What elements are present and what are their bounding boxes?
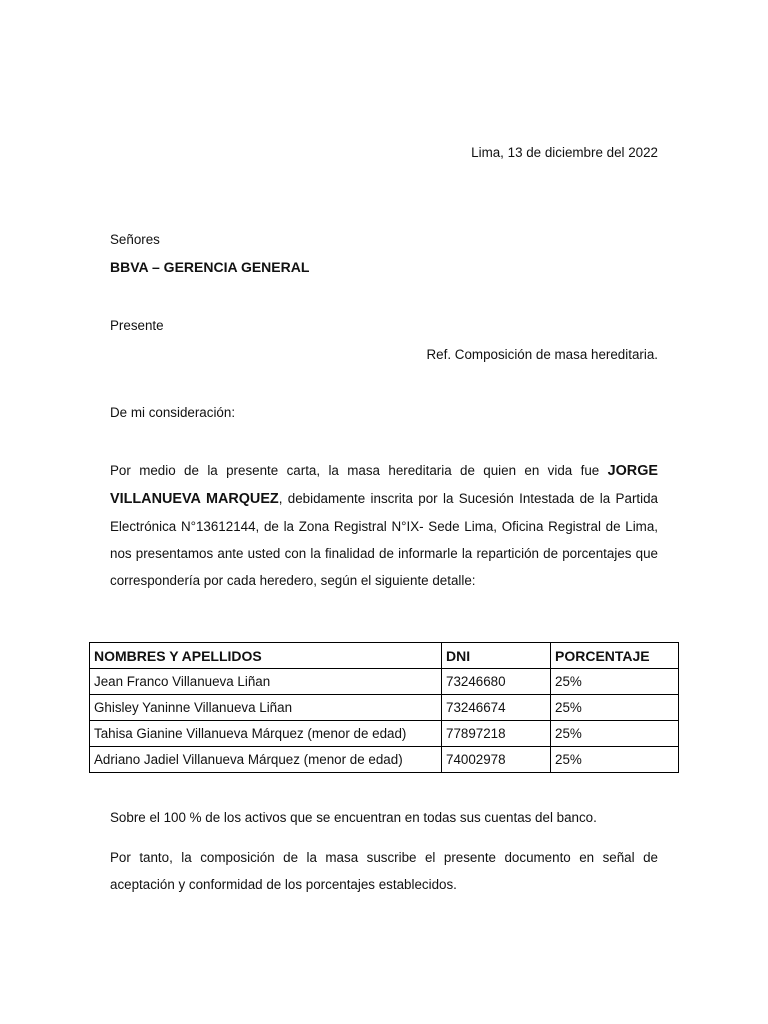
deceased-name: JORGE VILLANUEVA MARQUEZ: [110, 463, 658, 507]
table-row: [90, 747, 679, 773]
table-row: [90, 721, 679, 747]
heir-name: Adriano Jadiel Villanueva Márquez (menor de edad): [90, 747, 442, 773]
table-row: [90, 669, 679, 695]
presente-label: Presente: [110, 318, 164, 333]
heir-name: Ghisley Yaninne Villanueva Liñan: [90, 695, 442, 721]
heir-name: Jean Franco Villanueva Liñan: [90, 669, 442, 695]
heir-dni: 73246680: [442, 669, 551, 695]
header-names: NOMBRES Y APELLIDOS: [90, 643, 442, 669]
body-text-end: , debidamente inscrita por la Sucesión Intestada de la Partida Electrónica N°13612144, de la Zona Registral N°IX- Sede Lima, Oficina Registral de Lima, nos presentamos ante usted con la finalidad de informarle la repartición de porcentajes que correspondería por cada heredero, según el siguiente detalle:: [110, 491, 658, 588]
closing-paragraph: Por tanto, la composición de la masa suscribe el presente documento en señal de aceptación y conformidad de los porcentajes establecidos.: [110, 850, 658, 892]
body-text-start: Por medio de la presente carta, la masa hereditaria de quien en vida fue: [110, 463, 608, 478]
header-dni: DNI: [442, 643, 551, 669]
heir-dni: 73246674: [442, 695, 551, 721]
closing-statement: Sobre el 100 % de los activos que se encuentran en todas sus cuentas del banco.: [110, 810, 597, 825]
heir-percentage: 25%: [551, 669, 679, 695]
body-paragraph: [110, 457, 658, 594]
heirs-table: [89, 642, 679, 773]
reference-line: Ref. Composición de masa hereditaria.: [426, 347, 658, 362]
heir-percentage: 25%: [551, 747, 679, 773]
table-header-row: [90, 643, 679, 669]
letter-date: Lima, 13 de diciembre del 2022: [471, 145, 658, 160]
heir-percentage: 25%: [551, 721, 679, 747]
heir-percentage: 25%: [551, 695, 679, 721]
addressee-label: Señores: [110, 232, 160, 247]
addressee-name: BBVA – GERENCIA GENERAL: [110, 259, 310, 275]
greeting: De mi consideración:: [110, 405, 236, 420]
table-row: [90, 695, 679, 721]
heir-dni: 74002978: [442, 747, 551, 773]
heir-name: Tahisa Gianine Villanueva Márquez (menor de edad): [90, 721, 442, 747]
header-percentage: PORCENTAJE: [551, 643, 679, 669]
heir-dni: 77897218: [442, 721, 551, 747]
